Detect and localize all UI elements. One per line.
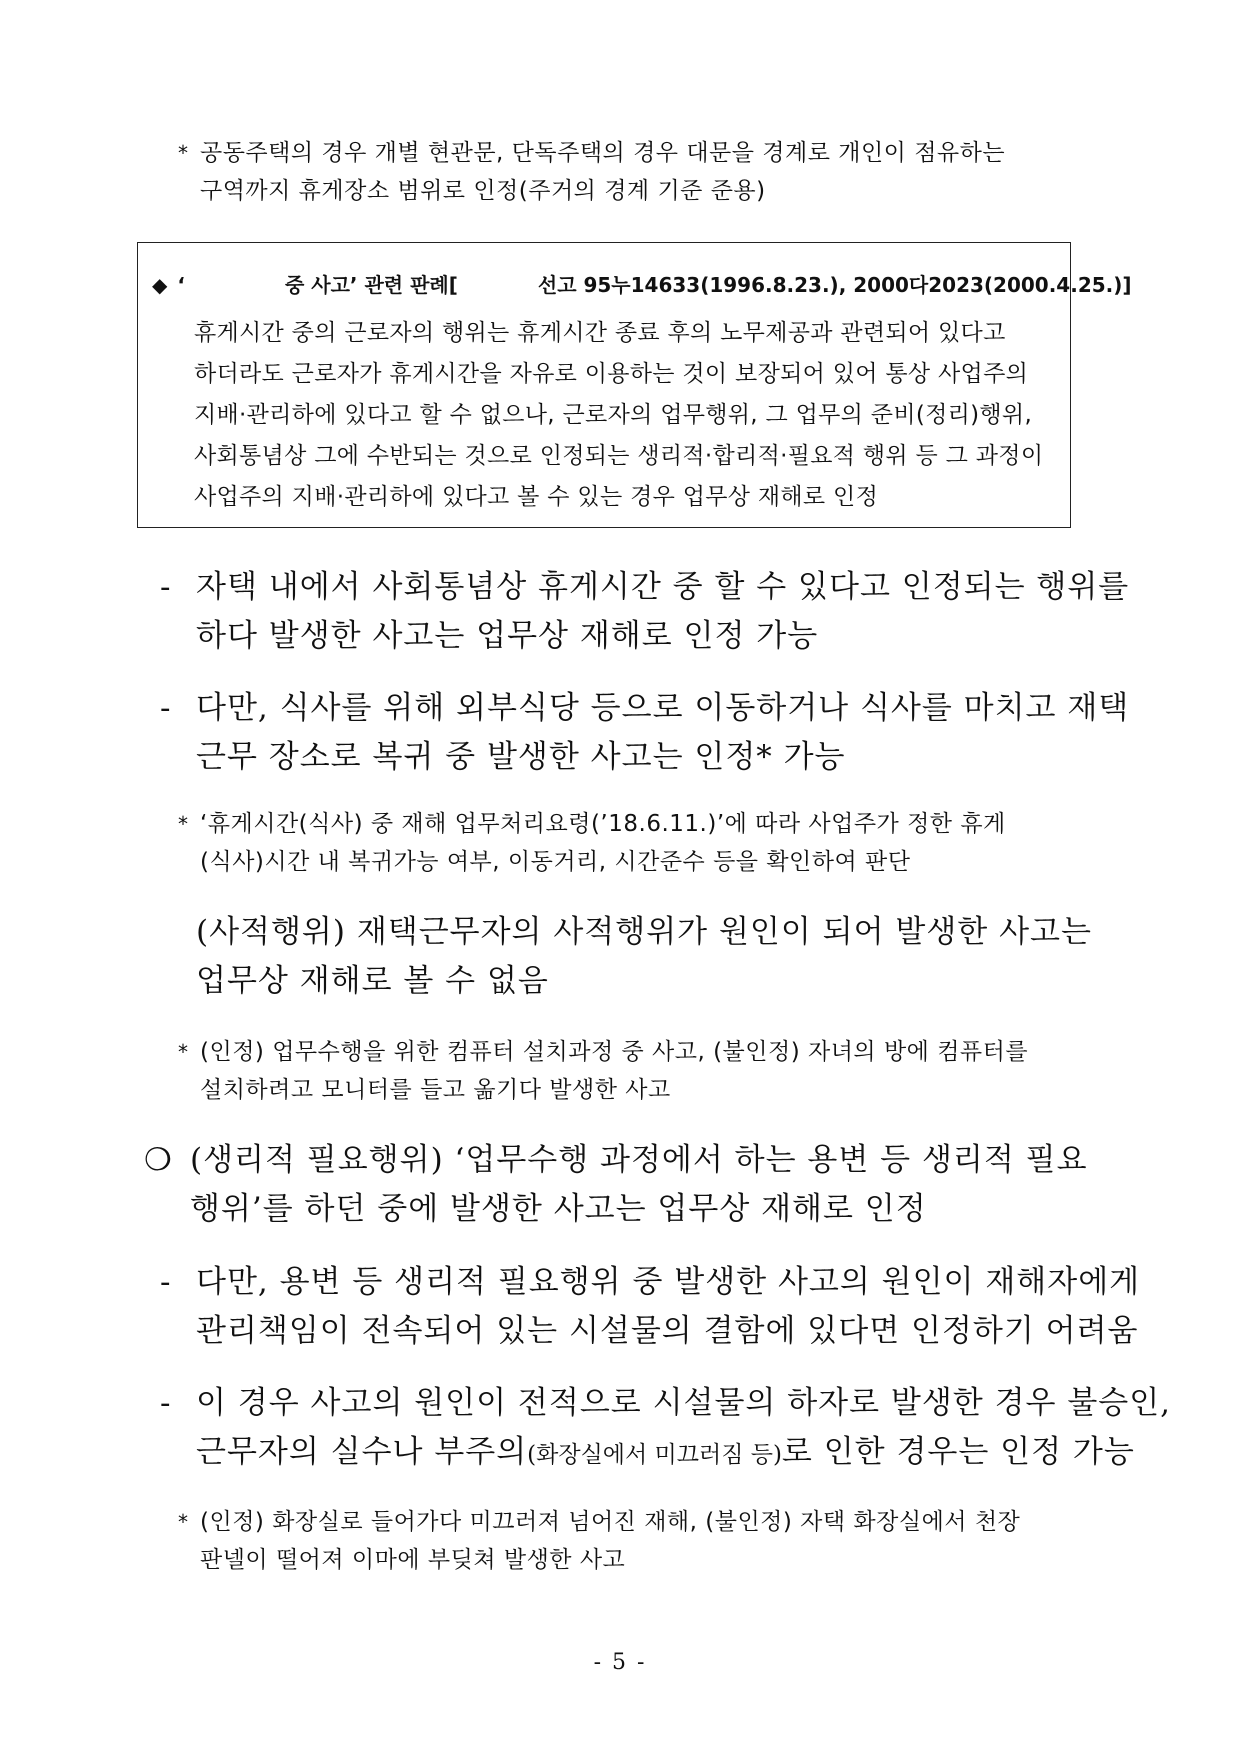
text-line: 설치하려고 모니터를 들고 옮기다 발생한 사고 — [200, 1077, 671, 1103]
text-line: 업무상 재해로 볼 수 없음 — [196, 963, 549, 999]
text-line: 하다 발생한 사고는 업무상 재해로 인정 가능 — [196, 618, 819, 654]
dash-item-meal — [160, 684, 1129, 782]
asterisk-marker: * — [178, 1510, 188, 1534]
text-line: 다만, 식사를 위해 외부식당 등으로 이동하거나 식사를 마치고 재택 — [196, 690, 1130, 726]
precedent-body — [194, 313, 1043, 518]
precedent-box — [137, 242, 1132, 528]
text-line: 관리책임이 전속되어 있는 시설물의 결함에 있다면 인정하기 어려움 — [196, 1313, 1139, 1349]
text-line: 다만, 용변 등 생리적 필요행위 중 발생한 사고의 원인이 재해자에게 — [196, 1264, 1141, 1300]
dash-item-home-rest — [160, 563, 1129, 661]
footnote-meal-guideline — [178, 805, 1006, 881]
text-line: 이 경우 사고의 원인이 전적으로 시설물의 하자로 발생한 경우 불승인, — [196, 1385, 1172, 1421]
dash-item-facility-defect — [160, 1258, 1140, 1356]
footnote-computer-setup — [178, 1033, 1028, 1109]
circle-item-physiological — [144, 1136, 1088, 1234]
dash-marker: - — [160, 690, 171, 726]
dash-marker: - — [160, 1385, 171, 1421]
circle-bullet-icon: ❍ — [144, 1142, 172, 1178]
dash-marker: - — [160, 1264, 171, 1300]
text-line: ‘휴게시간(식사) 중 재해 업무처리요령(’18.6.11.)’에 따라 사업주가 정한 휴게 — [200, 811, 1006, 837]
dash-marker: - — [160, 569, 171, 605]
diamond-icon: ◆ — [152, 273, 168, 297]
text-line: (생리적 필요행위) ‘업무수행 과정에서 하는 용변 등 생리적 필요 — [190, 1142, 1088, 1178]
text-line: 판넬이 떨어져 이마에 부딪쳐 발생한 사고 — [200, 1547, 626, 1573]
text-line: (사적행위) 재택근무자의 사적행위가 원인이 되어 발생한 사고는 — [196, 914, 1092, 950]
text-line: 지배·관리하에 있다고 할 수 없으나, 근로자의 업무행위, 그 업무의 준비(정리)행위, — [194, 402, 1033, 428]
text-line: 사업주의 지배·관리하에 있다고 볼 수 있는 경우 업무상 재해로 인정 — [194, 484, 879, 510]
text-line: (식사)시간 내 복귀가능 여부, 이동거리, 시간준수 등을 확인하여 판단 — [200, 849, 911, 875]
private-act-paragraph — [160, 908, 1092, 1006]
page-number: - 5 - — [593, 1650, 647, 1675]
text-line: (인정) 화장실로 들어가다 미끄러져 넘어진 재해, (불인정) 자택 화장실에서 천장 — [200, 1509, 1021, 1535]
text-line: 자택 내에서 사회통념상 휴게시간 중 할 수 있다고 인정되는 행위를 — [196, 569, 1130, 605]
asterisk-marker: * — [178, 1040, 188, 1064]
text-line: 사회통념상 그에 수반되는 것으로 인정되는 생리적·합리적·필요적 행위 등 그 과정이 — [194, 443, 1044, 469]
text-line: 근무자의 실수나 부주의(화장실에서 미끄러짐 등)로 인한 경우는 인정 가능 — [196, 1434, 1135, 1470]
text-line: 하더라도 근로자가 휴게시간을 자유로 이용하는 것이 보장되어 있어 통상 사업주의 — [194, 361, 1029, 387]
precedent-title: ◆ ‘ 중 사고’ 관련 판례[ 선고 95누14633(1996.8.23.), 2000다2023(2000.4.25.)] — [152, 273, 1132, 297]
dash-item-worker-mistake — [160, 1379, 1171, 1480]
text-line: 공동주택의 경우 개별 현관문, 단독주택의 경우 대문을 경계로 개인이 점유하는 — [200, 140, 1006, 166]
asterisk-marker: * — [178, 812, 188, 836]
text-line: 행위’를 하던 중에 발생한 사고는 업무상 재해로 인정 — [190, 1191, 927, 1227]
footnote-restroom — [178, 1503, 1020, 1579]
asterisk-marker: * — [178, 141, 188, 165]
text-line: 휴게시간 중의 근로자의 행위는 휴게시간 종료 후의 노무제공과 관련되어 있다고 — [194, 320, 1006, 346]
text-line: (인정) 업무수행을 위한 컴퓨터 설치과정 중 사고, (불인정) 자녀의 방에 컴퓨터를 — [200, 1039, 1029, 1065]
text-line: 구역까지 휴게장소 범위로 인정(주거의 경계 기준 준용) — [200, 178, 766, 204]
footnote-housing-boundary — [178, 134, 1005, 210]
text-line: 근무 장소로 복귀 중 발생한 사고는 인정* 가능 — [196, 739, 846, 775]
